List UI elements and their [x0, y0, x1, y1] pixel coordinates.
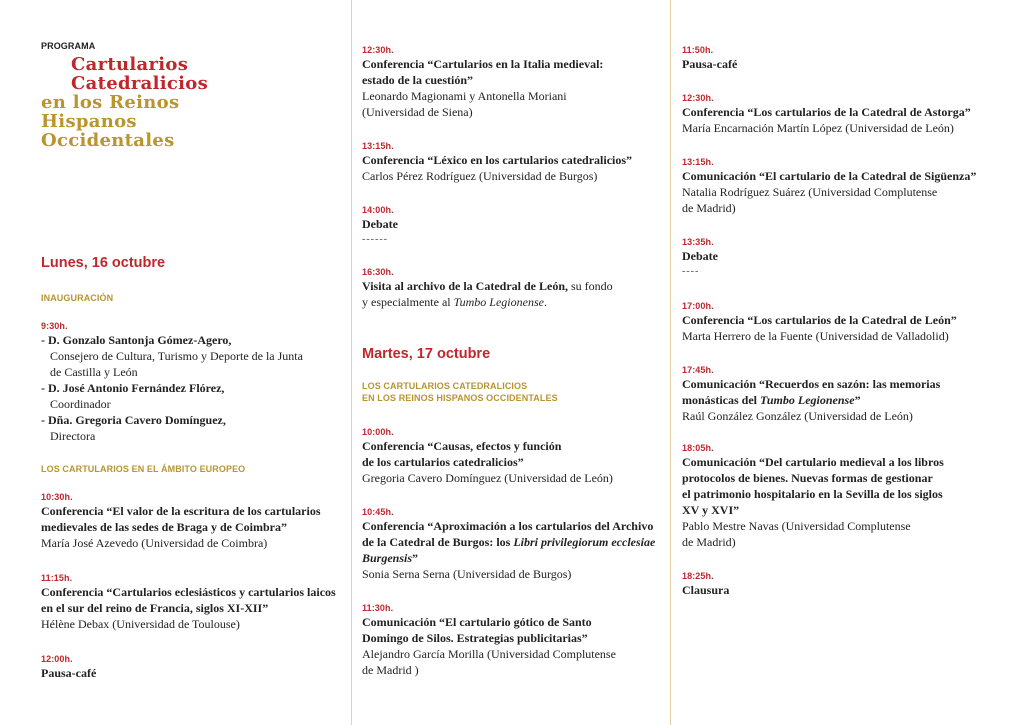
- speaker: de Madrid): [682, 535, 736, 549]
- event-title-line: medievales de las sedes de Braga y de Coimbra”: [41, 520, 287, 534]
- event-title-line: Clausura: [682, 583, 730, 597]
- separator-dashes: ------: [362, 234, 388, 245]
- event-title-line: Conferencia “Cartularios en la Italia medieval:: [362, 57, 604, 71]
- time-label: 12:30h.: [682, 93, 714, 103]
- program-item-1230: [362, 44, 667, 120]
- time-label: 9:30h.: [41, 321, 68, 331]
- time-label: 14:00h.: [362, 205, 394, 215]
- time-label: 10:00h.: [362, 427, 394, 437]
- event-title-line: Conferencia “El valor de la escritura de los cartularios: [41, 504, 321, 518]
- program-item-1230b: [682, 92, 1002, 136]
- column-divider-left: [351, 0, 352, 725]
- event-title-italic: Tumbo Legionense: [453, 295, 544, 309]
- event-title-rest: ”: [854, 393, 861, 407]
- event-title-rest: .: [543, 295, 547, 309]
- event-title-line: Comunicación “Recuerdos en sazón: las memorias: [682, 377, 941, 391]
- event-title: [41, 55, 208, 150]
- program-item-1045: [362, 506, 672, 582]
- time-label: 10:45h.: [362, 507, 394, 517]
- speaker: (Universidad de Siena): [362, 105, 473, 119]
- program-item-1700: [682, 300, 1002, 344]
- program-item-1825: [682, 570, 1002, 598]
- title-line-2: Catedralicios: [71, 73, 209, 94]
- time-label: 18:05h.: [682, 443, 714, 453]
- speaker-role: Directora: [50, 429, 96, 443]
- program-item-1200: [41, 653, 351, 681]
- event-title-line: protocolos de bienes. Nuevas formas de gestionar: [682, 471, 933, 485]
- speaker: Natalia Rodríguez Suárez (Universidad Complutense: [682, 185, 938, 199]
- program-item-0930: [41, 320, 351, 444]
- column-divider-right: [670, 0, 671, 725]
- time-label: 17:45h.: [682, 365, 714, 375]
- event-title-line: Pausa-café: [41, 666, 97, 680]
- program-item-1115: [41, 572, 351, 632]
- event-title-rest: y especialmente al: [362, 295, 454, 309]
- section-inauguracion: INAUGURACIÓN: [41, 293, 114, 303]
- program-item-1315: [362, 140, 667, 184]
- event-title-italic: Tumbo Legionense: [760, 393, 855, 407]
- title-line-5: Occidentales: [41, 130, 175, 151]
- event-title-line: en el sur del reino de Francia, siglos XI-XII”: [41, 601, 269, 615]
- event-title-line: Conferencia “Causas, efectos y función: [362, 439, 562, 453]
- speaker: de Madrid): [682, 201, 736, 215]
- time-label: 16:30h.: [362, 267, 394, 277]
- day-heading-tuesday: Martes, 17 octubre: [362, 346, 491, 362]
- event-title-line: Comunicación “Del cartulario medieval a los libros: [682, 455, 944, 469]
- speaker: María José Azevedo (Universidad de Coimbra): [41, 536, 268, 550]
- event-title-line: Conferencia “Aproximación a los cartularios del Archivo: [362, 519, 654, 533]
- program-item-1745: [682, 364, 1002, 424]
- program-item-1315b: [682, 156, 1002, 216]
- event-title-line: de los cartularios catedralicios”: [362, 455, 524, 469]
- speaker: María Encarnación Martín López (Universidad de León): [682, 121, 954, 135]
- event-title-line: el patrimonio hospitalario en la Sevilla de los siglos: [682, 487, 943, 501]
- program-item-1130: [362, 602, 667, 678]
- title-line-3: en los Reinos: [41, 92, 180, 113]
- event-title-italic: Burgensis: [362, 551, 413, 565]
- event-title-line: Debate: [682, 249, 718, 263]
- time-label: 10:30h.: [41, 492, 73, 502]
- speaker-name: - Dña. Gregoria Cavero Domínguez,: [41, 413, 226, 427]
- title-line-1: Cartularios: [71, 54, 189, 75]
- speaker-role: Coordinador: [50, 397, 111, 411]
- speaker: Leonardo Magionami y Antonella Moriani: [362, 89, 567, 103]
- event-title-line: Conferencia “Los cartularios de la Catedral de Astorga”: [682, 105, 971, 119]
- event-title-italic: Libri privilegiorum ecclesiae: [513, 535, 656, 549]
- event-title-line: Comunicación “El cartulario gótico de Santo: [362, 615, 592, 629]
- section-ambito-europeo: LOS CARTULARIOS EN EL ÁMBITO EUROPEO: [41, 464, 246, 474]
- speaker: Hélène Debax (Universidad de Toulouse): [41, 617, 240, 631]
- time-label: 11:30h.: [362, 603, 394, 613]
- speaker: Pablo Mestre Navas (Universidad Complutense: [682, 519, 911, 533]
- speaker-name: - D. Gonzalo Santonja Gómez-Agero,: [41, 333, 232, 347]
- time-label: 17:00h.: [682, 301, 714, 311]
- section-line: EN LOS REINOS HISPANOS OCCIDENTALES: [362, 393, 558, 403]
- speaker: Raúl González González (Universidad de León): [682, 409, 913, 423]
- event-title-line: Pausa-café: [682, 57, 738, 71]
- event-title-line: Domingo de Silos. Estrategias publicitarias”: [362, 631, 588, 645]
- event-title-line: Comunicación “El cartulario de la Catedral de Sigüenza”: [682, 169, 977, 183]
- event-title-line: XV y XVI”: [682, 503, 740, 517]
- event-title-line: Debate: [362, 217, 398, 231]
- speaker-role: Consejero de Cultura, Turismo y Deporte de la Junta: [50, 349, 303, 363]
- time-label: 12:30h.: [362, 45, 394, 55]
- event-title-rest: monásticas del: [682, 393, 760, 407]
- section-reinos-hispanos: [362, 380, 558, 404]
- time-label: 18:25h.: [682, 571, 714, 581]
- program-item-1805: [682, 442, 1002, 550]
- speaker: Alejandro García Morilla (Universidad Complutense: [362, 647, 616, 661]
- section-line: LOS CARTULARIOS CATEDRALICIOS: [362, 381, 528, 391]
- time-label: 13:35h.: [682, 237, 714, 247]
- title-line-4: Hispanos: [41, 111, 137, 132]
- event-title-rest: de la Catedral de Burgos: los: [362, 535, 514, 549]
- speaker: Marta Herrero de la Fuente (Universidad de Valladolid): [682, 329, 949, 343]
- speaker: de Madrid ): [362, 663, 419, 677]
- speaker: Carlos Pérez Rodríguez (Universidad de Burgos): [362, 169, 598, 183]
- event-title-line: Conferencia “Léxico en los cartularios catedralicios”: [362, 153, 633, 167]
- program-item-1400: [362, 204, 667, 246]
- time-label: 11:15h.: [41, 573, 73, 583]
- event-title-line: Conferencia “Los cartularios de la Catedral de León”: [682, 313, 957, 327]
- time-label: 13:15h.: [682, 157, 714, 167]
- speaker-role: de Castilla y León: [50, 365, 138, 379]
- event-title-bold: Visita al archivo de la Catedral de León,: [362, 279, 568, 293]
- time-label: 12:00h.: [41, 654, 73, 664]
- program-item-1150: [682, 44, 1002, 72]
- program-item-1030: [41, 491, 351, 551]
- event-title-line: Conferencia “Cartularios eclesiásticos y cartularios laicos: [41, 585, 336, 599]
- day-heading-monday: Lunes, 16 octubre: [41, 255, 166, 271]
- speaker: Gregoria Cavero Domínguez (Universidad de León): [362, 471, 613, 485]
- event-title-rest: su fondo: [568, 279, 613, 293]
- program-item-1630: [362, 266, 667, 310]
- separator-dashes: ----: [682, 266, 700, 277]
- program-item-1000: [362, 426, 667, 486]
- time-label: 11:50h.: [682, 45, 714, 55]
- time-label: 13:15h.: [362, 141, 394, 151]
- speaker-name: - D. José Antonio Fernández Flórez,: [41, 381, 225, 395]
- speaker: Sonia Serna Serna (Universidad de Burgos): [362, 567, 572, 581]
- event-title-line: estado de la cuestión”: [362, 73, 473, 87]
- event-title-rest: ”: [412, 551, 419, 565]
- program-item-1335: [682, 236, 1002, 278]
- program-label: PROGRAMA: [41, 41, 96, 51]
